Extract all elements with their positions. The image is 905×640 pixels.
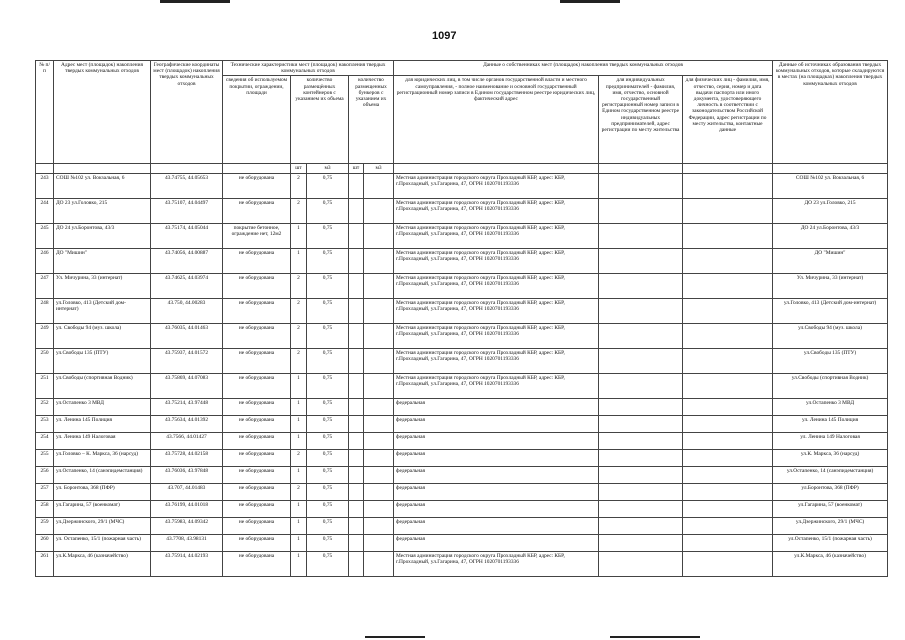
row-source: ул.К. Маркса, 36 (нарсуд) (773, 449, 888, 466)
row-source: ул.Остапенко, 15/1 (пожарная часть) (773, 534, 888, 551)
row-bunker-volume (364, 298, 394, 323)
row-owner-person (683, 373, 773, 398)
row-number: 250 (36, 348, 54, 373)
table-row (36, 323, 888, 348)
row-address: ул. Ленина 149 Налоговая (54, 432, 151, 449)
row-geo: 43.75634, 44.01392 (151, 415, 223, 432)
tech-group-header: Технические характеристики мест (площадок) накопления твердых коммунальных отходов (223, 61, 394, 76)
row-source: ул.Головко, 413 (Детский дом-интернат) (773, 298, 888, 323)
row-bunker-volume (364, 483, 394, 500)
row-bunker-volume (364, 398, 394, 415)
row-owner-ip (599, 449, 683, 466)
row-address: ул. Боронтова, 368 (ПФР) (54, 483, 151, 500)
row-cover: не оборудована (223, 323, 291, 348)
row-geo: 43.76036, 43.97848 (151, 466, 223, 483)
row-owner-person (683, 323, 773, 348)
row-container-count: 2 (291, 323, 307, 348)
table-row (36, 415, 888, 432)
row-source: ул.К.Маркса, 46 (казначейство) (773, 551, 888, 576)
table-row (36, 483, 888, 500)
row-container-volume: 0,75 (307, 173, 349, 198)
row-number: 245 (36, 223, 54, 248)
owner-person-header: для физических лиц - фамилия, имя, отчество, серия, номер и дата выдачи паспорта или иного документа, удостоверяющего личность в соответствии с законодательством Российской Федерации, адрес регистрации по месту жительства, контактные данные (683, 76, 773, 164)
row-cover: не оборудована (223, 298, 291, 323)
row-source: Ул. Мичурина, 33 (интернат) (773, 273, 888, 298)
row-bunker-count (349, 373, 364, 398)
row-bunker-count (349, 298, 364, 323)
row-cover: не оборудована (223, 173, 291, 198)
row-container-count: 1 (291, 551, 307, 576)
row-bunker-count (349, 500, 364, 517)
row-owner-person (683, 551, 773, 576)
col-geo-header: Географические координаты мест (площадок) накопления твердых коммунальных отходов (151, 61, 223, 164)
row-owner-person (683, 298, 773, 323)
table-row (36, 551, 888, 576)
row-bunker-volume (364, 173, 394, 198)
row-owner-ip (599, 198, 683, 223)
row-owner-person (683, 517, 773, 534)
row-source: ул. Ленина 149 Налоговая (773, 432, 888, 449)
row-owner-person (683, 483, 773, 500)
row-address: ул.Свободы 135 (ПТУ) (54, 348, 151, 373)
row-container-count: 1 (291, 432, 307, 449)
registry-table (35, 60, 888, 577)
row-geo: 43.75937, 44.01572 (151, 348, 223, 373)
row-address: ДО 23 ул.Головко, 215 (54, 198, 151, 223)
units-row (36, 164, 888, 173)
top-rule (560, 0, 620, 3)
owners-group-header: Данные о собственниках мест (площадок) накопления твердых коммунальных отходов (394, 61, 773, 76)
tech-containers-header: количество размещённых контейнеров с указанием их объема (291, 76, 349, 164)
row-geo: 43.75728, 44.02158 (151, 449, 223, 466)
row-owner-ip (599, 173, 683, 198)
row-address: ул.Свободы (спортивная Водник) (54, 373, 151, 398)
row-geo: 43.75107, 44.04497 (151, 198, 223, 223)
row-source: ДО 23 ул.Головко, 215 (773, 198, 888, 223)
row-owner-legal: Местная администрация городского округа Прохладный КБР, адрес: КБР, г.Прохладный, ул.Гагарина, 47, ОГРН 1020701193336 (394, 348, 599, 373)
table-row (36, 273, 888, 298)
row-owner-ip (599, 432, 683, 449)
row-number: 248 (36, 298, 54, 323)
row-bunker-volume (364, 517, 394, 534)
row-number: 259 (36, 517, 54, 534)
row-source: ул.Боронтова, 368 (ПФР) (773, 483, 888, 500)
row-owner-person (683, 534, 773, 551)
owner-legal-header: для юридических лиц, в том числе органов государственной власти и местного самоуправления, - полное наименование и основной государственный регистрационный номер записи в Едином государственном реестре юридических лиц, фактический адрес (394, 76, 599, 164)
row-address: ул. Ленина 145 Полиция (54, 415, 151, 432)
unit-m3: м3 (364, 164, 394, 173)
table-row (36, 517, 888, 534)
row-geo: 43.707, 44.01483 (151, 483, 223, 500)
row-bunker-count (349, 173, 364, 198)
row-bunker-volume (364, 449, 394, 466)
owner-ip-header: для индивидуальных предпринимателей - фамилия, имя, отчество, основной государственный регистрационный номер записи в Едином государственном реестре индивидуальных предпринимателей, адрес регистрации по месту жительства (599, 76, 683, 164)
row-owner-person (683, 398, 773, 415)
row-owner-ip (599, 323, 683, 348)
row-owner-person (683, 223, 773, 248)
row-owner-ip (599, 273, 683, 298)
row-container-count: 1 (291, 534, 307, 551)
row-bunker-volume (364, 466, 394, 483)
row-cover: не оборудована (223, 500, 291, 517)
row-owner-person (683, 248, 773, 273)
row-bunker-count (349, 323, 364, 348)
row-owner-legal: Местная администрация городского округа Прохладный КБР, адрес: КБР, г.Прохладный, ул.Гагарина, 47, ОГРН 1020701193336 (394, 173, 599, 198)
row-source: ул.Свободы 94 (муз. школа) (773, 323, 888, 348)
row-owner-ip (599, 415, 683, 432)
row-owner-legal: федеральная (394, 534, 599, 551)
row-geo: 43.7708, 43.98131 (151, 534, 223, 551)
row-owner-legal: федеральная (394, 398, 599, 415)
row-container-count: 2 (291, 273, 307, 298)
row-container-count: 2 (291, 449, 307, 466)
row-geo: 43.75869, 44.07083 (151, 373, 223, 398)
row-geo: 43.7566, 44.01427 (151, 432, 223, 449)
row-owner-legal: Местная администрация городского округа Прохладный КБР, адрес: КБР, г.Прохладный, ул.Гагарина, 47, ОГРН 1020701193336 (394, 551, 599, 576)
row-bunker-count (349, 466, 364, 483)
row-container-volume: 0,75 (307, 551, 349, 576)
row-owner-legal: Местная администрация городского округа Прохладный КБР, адрес: КБР, г.Прохладный, ул.Гагарина, 47, ОГРН 1020701193336 (394, 373, 599, 398)
row-bunker-volume (364, 534, 394, 551)
col-sources-header: Данные об источниках образования твердых коммунальных отходов, которые складируются в местах (на площадках) накопления твердых коммунальных отходов (773, 61, 888, 164)
table-row (36, 348, 888, 373)
row-cover: не оборудована (223, 198, 291, 223)
row-bunker-volume (364, 273, 394, 298)
row-owner-legal: Местная администрация городского округа Прохладный КБР, адрес: КБР, г.Прохладный, ул.Гагарина, 47, ОГРН 1020701193336 (394, 198, 599, 223)
row-owner-person (683, 415, 773, 432)
row-owner-person (683, 348, 773, 373)
tech-bunkers-header: количество размещенных бункеров с указанием их объема (349, 76, 394, 164)
row-container-count: 1 (291, 466, 307, 483)
row-address: ул. Остапенко, 15/1 (пожарная часть) (54, 534, 151, 551)
col-address-header: Адрес мест (площадок) накопления твердых коммунальных отходов (54, 61, 151, 164)
row-address: ул.К.Маркса, 46 (казначейство) (54, 551, 151, 576)
row-cover: не оборудована (223, 432, 291, 449)
row-container-volume: 0,75 (307, 323, 349, 348)
row-container-volume: 0,75 (307, 534, 349, 551)
row-address: ул.Головко – К. Маркса, 36 (нарсуд) (54, 449, 151, 466)
row-container-count: 2 (291, 348, 307, 373)
row-bunker-count (349, 483, 364, 500)
row-geo: 43.75914, 44.02193 (151, 551, 223, 576)
row-number: 252 (36, 398, 54, 415)
row-geo: 43.75174, 44.05044 (151, 223, 223, 248)
row-container-volume: 0,75 (307, 298, 349, 323)
table-row (36, 500, 888, 517)
row-source: ул.Гагарина, 57 (военкомат) (773, 500, 888, 517)
row-container-volume: 0,75 (307, 500, 349, 517)
row-bunker-volume (364, 500, 394, 517)
row-container-volume: 0,75 (307, 483, 349, 500)
row-bunker-volume (364, 415, 394, 432)
row-container-volume: 0,75 (307, 248, 349, 273)
row-geo: 43.74625, 44.03974 (151, 273, 223, 298)
table-row (36, 398, 888, 415)
row-number: 256 (36, 466, 54, 483)
row-owner-ip (599, 551, 683, 576)
row-container-volume: 0,75 (307, 348, 349, 373)
row-address: ул.Гагарина, 57 (военкомат) (54, 500, 151, 517)
row-owner-person (683, 173, 773, 198)
row-container-volume: 0,75 (307, 466, 349, 483)
row-cover: не оборудована (223, 517, 291, 534)
row-cover: не оборудована (223, 415, 291, 432)
table-row (36, 466, 888, 483)
tech-cover-header: сведения об используемом покрытии, ограждении, площади (223, 76, 291, 164)
row-bunker-count (349, 248, 364, 273)
row-address: ул.Дзержинского, 29/1 (МЧС) (54, 517, 151, 534)
row-bunker-volume (364, 248, 394, 273)
row-owner-legal: федеральная (394, 500, 599, 517)
row-address: ул. Свободы 94 (муз. школа) (54, 323, 151, 348)
row-number: 243 (36, 173, 54, 198)
row-source: ул.Свободы (спортивная Водник) (773, 373, 888, 398)
row-container-volume: 0,75 (307, 223, 349, 248)
row-owner-ip (599, 298, 683, 323)
table-row (36, 223, 888, 248)
row-owner-ip (599, 398, 683, 415)
row-geo: 43.74755, 44.05653 (151, 173, 223, 198)
row-geo: 43.750, 44.00283 (151, 298, 223, 323)
top-rule (160, 0, 230, 3)
row-container-volume: 0,75 (307, 432, 349, 449)
row-container-volume: 0,75 (307, 198, 349, 223)
table-row (36, 432, 888, 449)
table-row (36, 534, 888, 551)
row-container-count: 1 (291, 223, 307, 248)
row-cover: не оборудована (223, 348, 291, 373)
row-bunker-volume (364, 223, 394, 248)
row-number: 260 (36, 534, 54, 551)
row-cover: не оборудована (223, 551, 291, 576)
row-address: ул.Остапенко, 14 (санэпидемстанция) (54, 466, 151, 483)
row-bunker-count (349, 273, 364, 298)
row-address: Ул. Мичурина, 33 (интернат) (54, 273, 151, 298)
row-container-count: 1 (291, 398, 307, 415)
row-cover: не оборудована (223, 534, 291, 551)
row-geo: 43.74056, 44.00887 (151, 248, 223, 273)
row-source: ул. Ленина 145 Полиция (773, 415, 888, 432)
row-owner-ip (599, 348, 683, 373)
row-owner-legal: федеральная (394, 517, 599, 534)
row-cover: не оборудована (223, 466, 291, 483)
row-source: ДО 24 ул.Боронтова, 43/3 (773, 223, 888, 248)
row-bunker-volume (364, 198, 394, 223)
row-source: СОШ №102 ул. Вокзальная, 6 (773, 173, 888, 198)
row-bunker-count (349, 415, 364, 432)
row-container-count: 2 (291, 483, 307, 500)
row-container-volume: 0,75 (307, 415, 349, 432)
row-cover: не оборудована (223, 398, 291, 415)
row-owner-legal: Местная администрация городского округа Прохладный КБР, адрес: КБР, г.Прохладный, ул.Гагарина, 47, ОГРН 1020701193336 (394, 298, 599, 323)
row-source: ул.Остапенко 3 МВД (773, 398, 888, 415)
table-row (36, 248, 888, 273)
row-container-count: 1 (291, 248, 307, 273)
unit-pcs: шт (349, 164, 364, 173)
row-owner-legal: Местная администрация городского округа Прохладный КБР, адрес: КБР, г.Прохладный, ул.Гагарина, 47, ОГРН 1020701193336 (394, 223, 599, 248)
row-bunker-count (349, 517, 364, 534)
row-geo: 43.75983, 44.09342 (151, 517, 223, 534)
row-bunker-count (349, 398, 364, 415)
row-cover: не оборудована (223, 373, 291, 398)
row-number: 254 (36, 432, 54, 449)
row-bunker-count (349, 223, 364, 248)
row-owner-ip (599, 373, 683, 398)
row-container-count: 1 (291, 517, 307, 534)
row-address: ДО 24 ул.Боронтова, 43/3 (54, 223, 151, 248)
row-bunker-count (349, 348, 364, 373)
row-bunker-count (349, 449, 364, 466)
row-address: ДО "Мишин" (54, 248, 151, 273)
table-row (36, 173, 888, 198)
col-number-header: № п/п (36, 61, 54, 164)
row-number: 257 (36, 483, 54, 500)
row-cover: не оборудована (223, 273, 291, 298)
row-geo: 43.76035, 44.01463 (151, 323, 223, 348)
unit-m3: м3 (307, 164, 349, 173)
row-bunker-volume (364, 551, 394, 576)
row-address: СОШ №102 ул. Вокзальная, 6 (54, 173, 151, 198)
row-owner-ip (599, 534, 683, 551)
row-source: ДО "Мишин" (773, 248, 888, 273)
row-owner-ip (599, 223, 683, 248)
row-number: 251 (36, 373, 54, 398)
row-number: 255 (36, 449, 54, 466)
row-owner-person (683, 500, 773, 517)
row-cover: не оборудована (223, 248, 291, 273)
row-owner-legal: федеральная (394, 432, 599, 449)
unit-pcs: шт (291, 164, 307, 173)
row-number: 258 (36, 500, 54, 517)
row-container-volume: 0,75 (307, 449, 349, 466)
row-geo: 43.75214, 43.97448 (151, 398, 223, 415)
row-owner-person (683, 198, 773, 223)
row-owner-legal: Местная администрация городского округа Прохладный КБР, адрес: КБР, г.Прохладный, ул.Гагарина, 47, ОГРН 1020701193336 (394, 248, 599, 273)
row-owner-person (683, 449, 773, 466)
row-container-count: 2 (291, 198, 307, 223)
row-geo: 43.76199, 44.01018 (151, 500, 223, 517)
row-bunker-count (349, 551, 364, 576)
row-number: 244 (36, 198, 54, 223)
table-row (36, 449, 888, 466)
table-row (36, 198, 888, 223)
row-container-count: 1 (291, 415, 307, 432)
row-owner-legal: федеральная (394, 449, 599, 466)
row-bunker-volume (364, 323, 394, 348)
row-owner-ip (599, 248, 683, 273)
row-bunker-volume (364, 348, 394, 373)
row-container-volume: 0,75 (307, 273, 349, 298)
row-source: ул.Остапенко, 14 (санэпидемстанция) (773, 466, 888, 483)
row-owner-person (683, 273, 773, 298)
bottom-rule (610, 636, 700, 638)
row-container-count: 2 (291, 173, 307, 198)
row-owner-legal: федеральная (394, 466, 599, 483)
row-bunker-count (349, 534, 364, 551)
row-container-count: 1 (291, 373, 307, 398)
row-owner-legal: федеральная (394, 483, 599, 500)
row-owner-ip (599, 483, 683, 500)
row-cover: не оборудована (223, 449, 291, 466)
row-owner-person (683, 432, 773, 449)
table-row (36, 373, 888, 398)
row-cover: не оборудована (223, 483, 291, 500)
row-cover: покрытие бетонное, ограждение нет, 12м2 (223, 223, 291, 248)
row-owner-legal: федеральная (394, 415, 599, 432)
row-owner-ip (599, 466, 683, 483)
row-container-volume: 0,75 (307, 373, 349, 398)
row-source: ул.Дзержинского, 29/1 (МЧС) (773, 517, 888, 534)
row-number: 249 (36, 323, 54, 348)
row-container-count: 2 (291, 298, 307, 323)
row-owner-legal: Местная администрация городского округа Прохладный КБР, адрес: КБР, г.Прохладный, ул.Гагарина, 47, ОГРН 1020701193336 (394, 273, 599, 298)
row-bunker-count (349, 432, 364, 449)
row-container-volume: 0,75 (307, 398, 349, 415)
row-bunker-volume (364, 373, 394, 398)
row-bunker-volume (364, 432, 394, 449)
page-number: 1097 (432, 30, 457, 42)
row-container-count: 1 (291, 500, 307, 517)
row-number: 247 (36, 273, 54, 298)
registry-body (36, 173, 888, 576)
row-owner-person (683, 466, 773, 483)
row-source: ул.Свободы 135 (ПТУ) (773, 348, 888, 373)
row-address: ул.Остапенко 3 МВД (54, 398, 151, 415)
row-number: 246 (36, 248, 54, 273)
row-container-volume: 0,75 (307, 517, 349, 534)
row-owner-ip (599, 500, 683, 517)
bottom-rule (365, 636, 425, 638)
table-row (36, 298, 888, 323)
row-owner-legal: Местная администрация городского округа Прохладный КБР, адрес: КБР, г.Прохладный, ул.Гагарина, 47, ОГРН 1020701193336 (394, 323, 599, 348)
row-number: 261 (36, 551, 54, 576)
row-address: ул.Головко, 413 (Детский дом-интернат) (54, 298, 151, 323)
row-owner-ip (599, 517, 683, 534)
row-number: 253 (36, 415, 54, 432)
header-row (36, 61, 888, 76)
row-bunker-count (349, 198, 364, 223)
